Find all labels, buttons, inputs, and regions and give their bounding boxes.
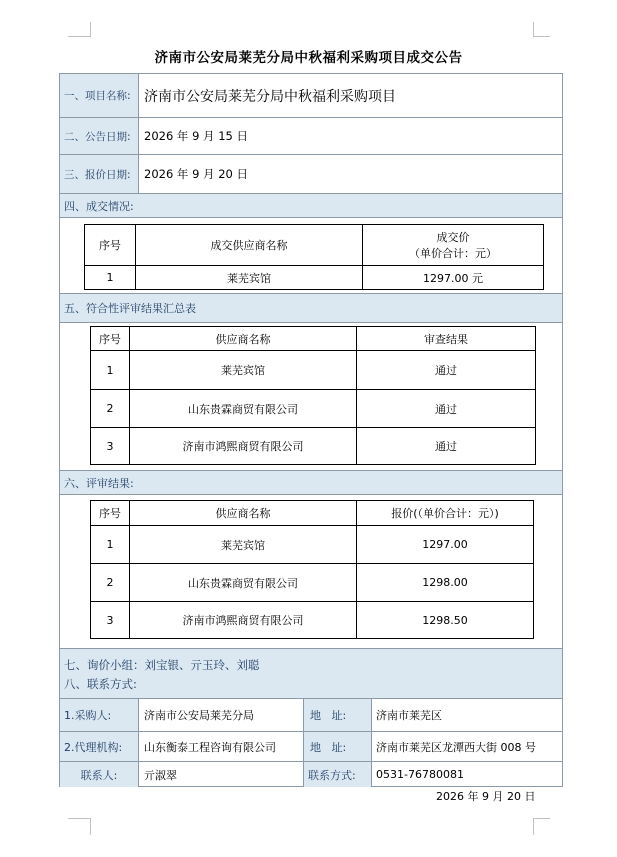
project-name-row — [60, 74, 562, 118]
contact-method-label: 联系方式: — [304, 762, 372, 787]
table-header: 审查结果 — [357, 327, 536, 351]
table-header: 供应商名称 — [130, 501, 357, 526]
panel-contact-block — [60, 649, 562, 699]
compliance-heading: 五、符合性评审结果汇总表 — [60, 294, 562, 323]
announcement-form — [59, 73, 563, 787]
agent-label: 2.代理机构: — [60, 732, 139, 761]
crop-mark — [533, 22, 550, 37]
table-row: 1 莱芜宾馆 1297.00 元 — [85, 266, 544, 290]
quote-date-value: 2026 年 9 月 20 日 — [144, 167, 248, 181]
contact-person-row — [60, 762, 562, 787]
agent-addr-value: 济南市莱芜区龙潭西大街 008 号 — [376, 740, 536, 754]
deal-section — [60, 218, 562, 294]
agent-row — [60, 732, 562, 762]
table-header: 成交供应商名称 — [136, 225, 363, 266]
table-header: 报价(（单价合计：元）) — [357, 501, 534, 526]
person-value: 亓淑翠 — [139, 762, 304, 787]
deal-table — [84, 224, 544, 290]
panel-members: 七、询价小组：刘宝银、亓玉玲、刘聪 — [64, 658, 260, 672]
agent-addr-label: 地 址: — [304, 732, 372, 761]
compliance-section — [60, 323, 562, 471]
table-row: 3 济南市鸿熙商贸有限公司 通过 — [91, 428, 536, 465]
phone-value: 0531-76780081 — [376, 768, 464, 781]
buyer-value: 济南市公安局莱芜分局 — [139, 699, 304, 731]
announce-date-label: 二、公告日期: — [60, 118, 139, 154]
agent-value: 山东衡泰工程咨询有限公司 — [139, 732, 304, 761]
announce-date-value: 2026 年 9 月 15 日 — [144, 129, 248, 143]
crop-mark — [68, 22, 91, 37]
project-name-label: 一、项目名称: — [60, 74, 139, 117]
table-header: 序号 — [91, 501, 130, 526]
table-row: 2 山东贵霖商贸有限公司 1298.00 — [91, 564, 534, 602]
review-heading: 六、评审结果: — [60, 471, 562, 495]
table-header: 序号 — [91, 327, 130, 351]
table-header: 供应商名称 — [130, 327, 357, 351]
table-row: 1 莱芜宾馆 1297.00 — [91, 526, 534, 564]
deal-heading: 四、成交情况: — [60, 194, 562, 218]
buyer-row — [60, 699, 562, 732]
announce-date-row — [60, 118, 562, 155]
person-label: 联系人: — [60, 762, 139, 787]
crop-mark — [533, 818, 550, 835]
review-section — [60, 495, 562, 649]
buyer-addr-label: 地 址: — [304, 699, 372, 731]
footer-date: 2026 年 9 月 20 日 — [436, 790, 536, 803]
page-title: 济南市公安局莱芜分局中秋福利采购项目成交公告 — [154, 50, 463, 66]
buyer-label: 1.采购人: — [60, 699, 139, 731]
table-row: 2 山东贵霖商贸有限公司 通过 — [91, 390, 536, 428]
review-table — [90, 500, 534, 639]
quote-date-row — [60, 155, 562, 194]
buyer-addr-value: 济南市莱芜区 — [376, 709, 442, 722]
project-name-value: 济南市公安局莱芜分局中秋福利采购项目 — [144, 88, 396, 105]
crop-mark — [68, 818, 91, 835]
quote-date-label: 三、报价日期: — [60, 155, 139, 193]
contact-heading: 八、联系方式: — [64, 677, 137, 691]
table-row: 1 莱芜宾馆 通过 — [91, 351, 536, 390]
table-header: 成交价 （单价合计：元） — [363, 225, 544, 266]
table-row: 3 济南市鸿熙商贸有限公司 1298.50 — [91, 602, 534, 639]
table-header: 序号 — [85, 225, 136, 266]
compliance-table — [90, 326, 536, 465]
